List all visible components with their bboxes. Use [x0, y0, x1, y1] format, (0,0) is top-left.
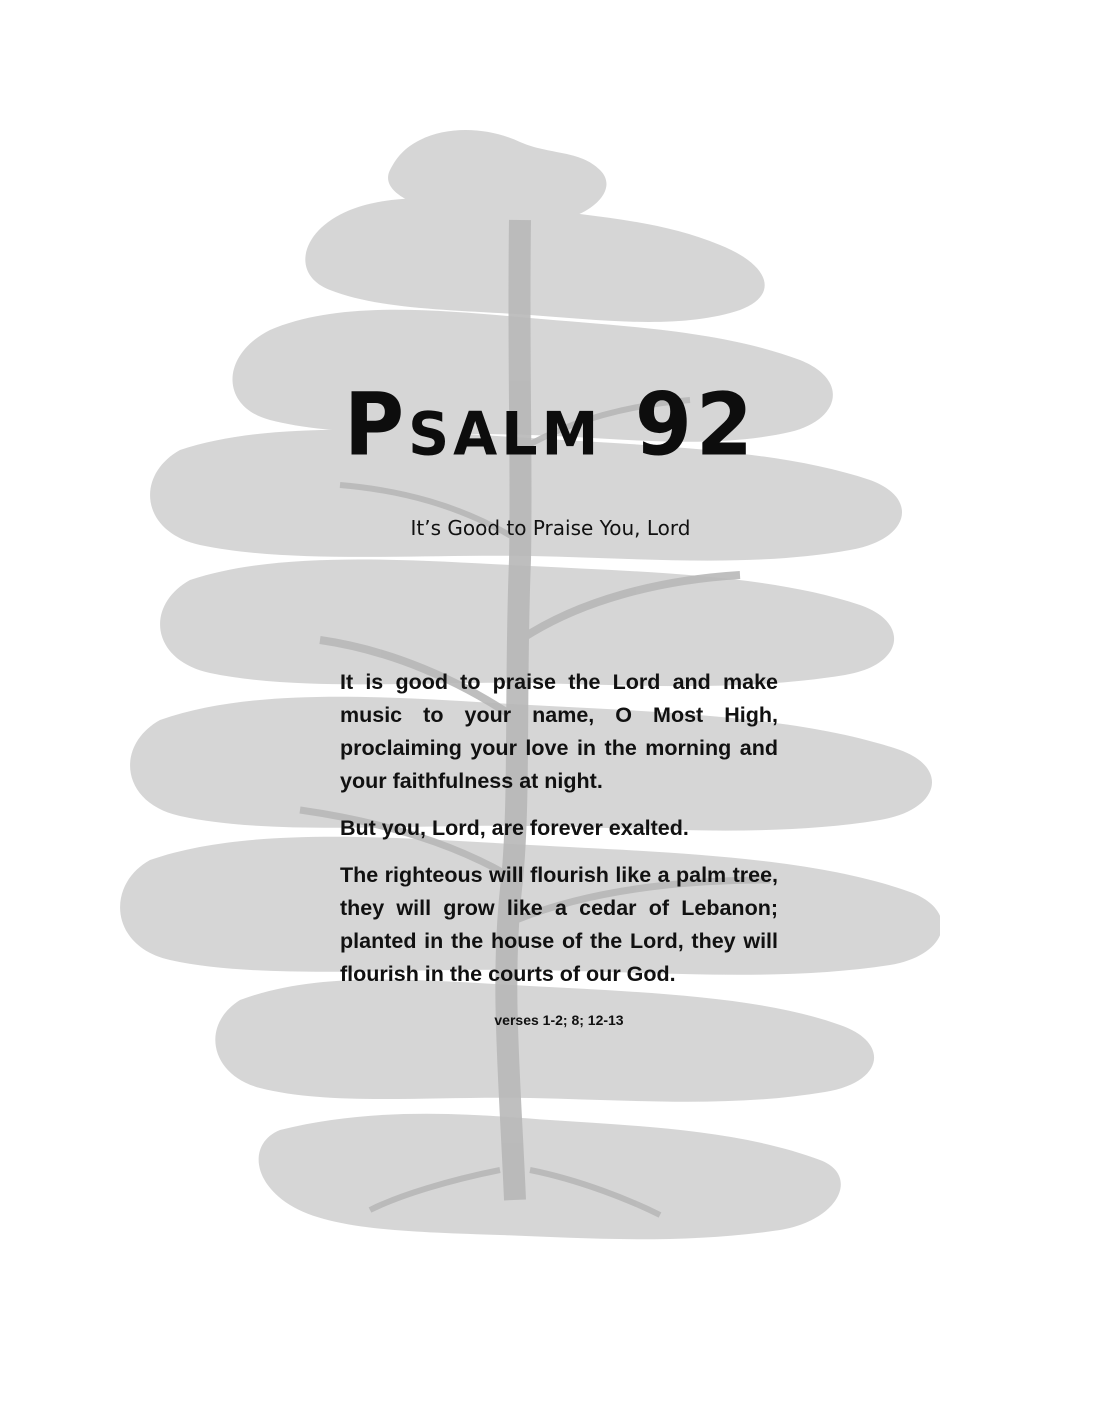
verse-paragraph-2: But you, Lord, are forever exalted. — [340, 816, 689, 840]
verse-paragraph-3: The righteous will flourish like a palm tree, they will grow like a cedar of Lebanon; planted in the house of the Lord, they will flourish in the courts of our God. — [340, 863, 778, 986]
page-title: Psalm 92 — [344, 375, 757, 476]
verse-block — [340, 666, 778, 1005]
verse-reference: verses 1-2; 8; 12-13 — [494, 1012, 624, 1028]
verse-paragraph-1: It is good to praise the Lord and make music to your name, O Most High, proclaiming your love in the morning and your faithfulness at night. — [340, 670, 778, 793]
page-subtitle: It’s Good to Praise You, Lord — [410, 516, 691, 540]
